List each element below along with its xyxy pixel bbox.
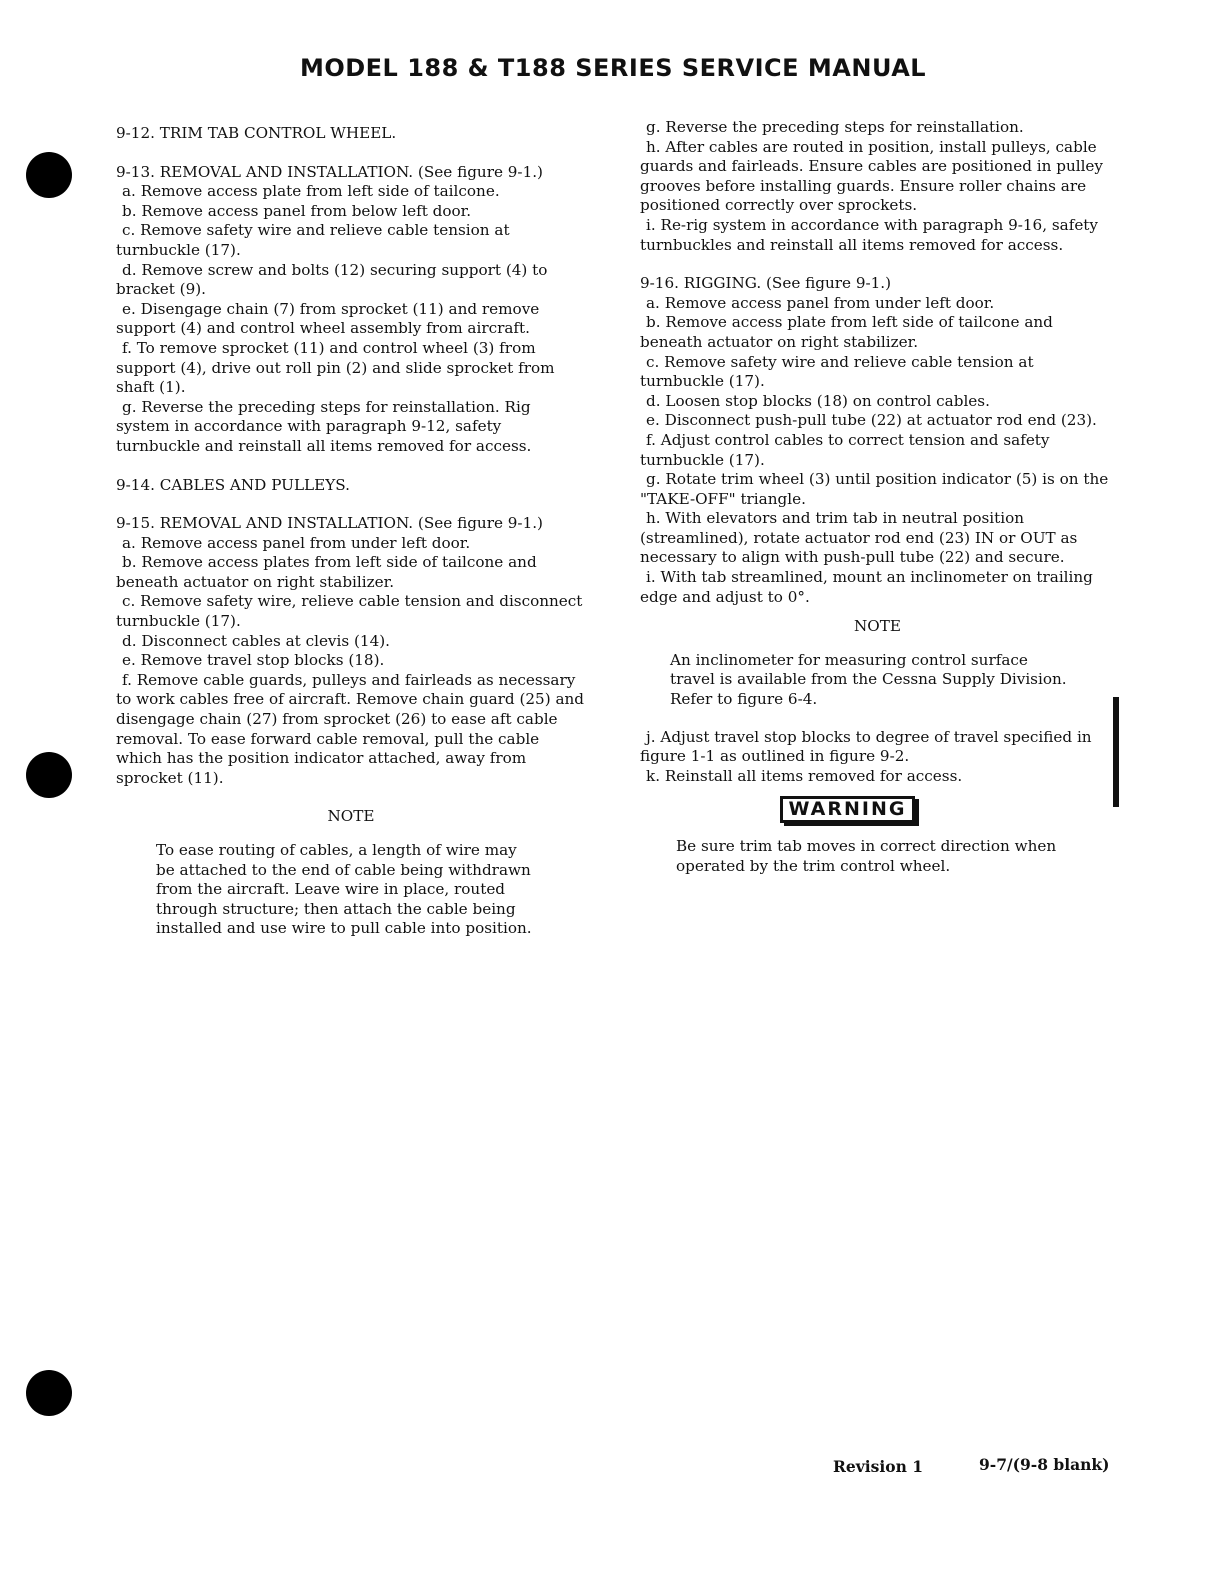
note-text: To ease routing of cables, a length of wire may be attached to the end of cable being withdrawn from the aircraft. Leave wire in place, routed through structure; then attach the cable being installed and use wire to pull cable into position. <box>156 841 532 938</box>
section-9-15-heading: 9-15. REMOVAL AND INSTALLATION. (See figure 9-1.) <box>116 514 543 533</box>
step: f. Remove cable guards, pulleys and fairleads as necessary to work cables free of aircraft. Remove chain guard (25) and disengage chain (27) from sprocket (26) to ease aft cable removal. To ease forward cable removal, pull the cable which has the position indicator attached, away from sprocket (11). <box>116 670 585 787</box>
step: h. After cables are routed in position, install pulleys, cable guards and fairleads. Ensure cables are positioned in pulley grooves before installing guards. Ensure roller chains are positioned correctly over sprockets. <box>640 137 1104 215</box>
step: d. Loosen stop blocks (18) on control cables. <box>646 391 990 410</box>
step: c. Remove safety wire, relieve cable tension and disconnect turnbuckle (17). <box>116 592 583 631</box>
step: b. Remove access plate from left side of tailcone and beneath actuator on right stabilizer. <box>640 313 1053 351</box>
left-column <box>116 124 586 939</box>
step: j. Adjust travel stop blocks to degree of travel specified in figure 1-1 as outlined in figure 9-2. <box>640 727 1092 766</box>
step: d. Remove screw and bolts (12) securing support (4) to bracket (9). <box>116 260 548 299</box>
step: e. Disengage chain (7) from sprocket (11) and remove support (4) and control wheel assembly from aircraft. <box>116 299 540 338</box>
step: a. Remove access panel from under left door. <box>646 293 995 312</box>
page-title: MODEL 188 & T188 SERIES SERVICE MANUAL <box>299 54 927 82</box>
steps-after-note <box>640 728 1115 787</box>
warning-banner <box>640 796 1115 823</box>
revision-change-bar <box>1113 697 1119 807</box>
step: e. Remove travel stop blocks (18). <box>122 651 385 670</box>
page-number: 9-7/(9-8 blank) <box>979 1455 1110 1474</box>
warning-text: Be sure trim tab moves in correct direction when operated by the trim control wheel. <box>676 837 1057 875</box>
section-9-16 <box>640 274 1115 607</box>
step: g. Rotate trim wheel (3) until position indicator (5) is on the "TAKE-OFF" triangle. <box>640 470 1109 508</box>
step: g. Reverse the preceding steps for reinstallation. <box>646 118 1024 136</box>
section-9-12-heading: 9-12. TRIM TAB CONTROL WHEEL. <box>116 124 397 142</box>
section-9-16-heading: 9-16. RIGGING. (See figure 9-1.) <box>640 274 892 293</box>
section-9-13-heading: 9-13. REMOVAL AND INSTALLATION. (See figure 9-1.) <box>116 162 543 181</box>
step: a. Remove access plate from left side of tailcone. <box>122 182 500 201</box>
step: e. Disconnect push-pull tube (22) at actuator rod end (23). <box>646 411 1097 430</box>
note-label: NOTE <box>854 617 901 636</box>
punch-hole-top <box>26 152 72 198</box>
step: b. Remove access plates from left side of tailcone and beneath actuator on right stabilizer. <box>116 553 537 591</box>
step: c. Remove safety wire and relieve cable tension at turnbuckle (17). <box>116 221 510 259</box>
step: h. With elevators and trim tab in neutral position (streamlined), rotate actuator rod end (23) IN or OUT as necessary to align with push-pull tube (22) and secure. <box>640 509 1078 567</box>
warning-label: WARNING <box>780 796 916 823</box>
section-9-14-heading: 9-14. CABLES AND PULLEYS. <box>116 475 350 494</box>
punch-hole-bottom <box>26 1370 72 1416</box>
right-column <box>640 118 1115 876</box>
step: i. With tab streamlined, mount an inclinometer on trailing edge and adjust to 0°. <box>640 568 1093 606</box>
step: c. Remove safety wire and relieve cable tension at turnbuckle (17). <box>640 352 1034 391</box>
note-text: An inclinometer for measuring control surface travel is available from the Cessna Supply Division. Refer to figure 6-4. <box>670 650 1067 709</box>
note-label: NOTE <box>327 807 375 826</box>
section-9-15-continued <box>640 118 1115 255</box>
step: d. Disconnect cables at clevis (14). <box>122 631 390 650</box>
step: g. Reverse the preceding steps for reinstallation. Rig system in accordance with paragraph 9-12, safety turnbuckle and reinstall all items removed for access. <box>116 397 532 455</box>
revision-label: Revision 1 <box>833 1457 924 1476</box>
step: k. Reinstall all items removed for access. <box>646 766 963 785</box>
section-9-13 <box>116 163 586 457</box>
step: a. Remove access panel from under left door. <box>122 533 471 552</box>
step: f. Adjust control cables to correct tension and safety turnbuckle (17). <box>640 430 1050 469</box>
punch-hole-middle <box>26 752 72 798</box>
step: f. To remove sprocket (11) and control wheel (3) from support (4), drive out roll pin (2) and slide sprocket from shaft (1). <box>116 338 555 397</box>
step: b. Remove access panel from below left door. <box>122 201 472 220</box>
section-9-15 <box>116 514 586 788</box>
step: i. Re-rig system in accordance with paragraph 9-16, safety turnbuckles and reinstall all items removed for access. <box>640 215 1098 254</box>
